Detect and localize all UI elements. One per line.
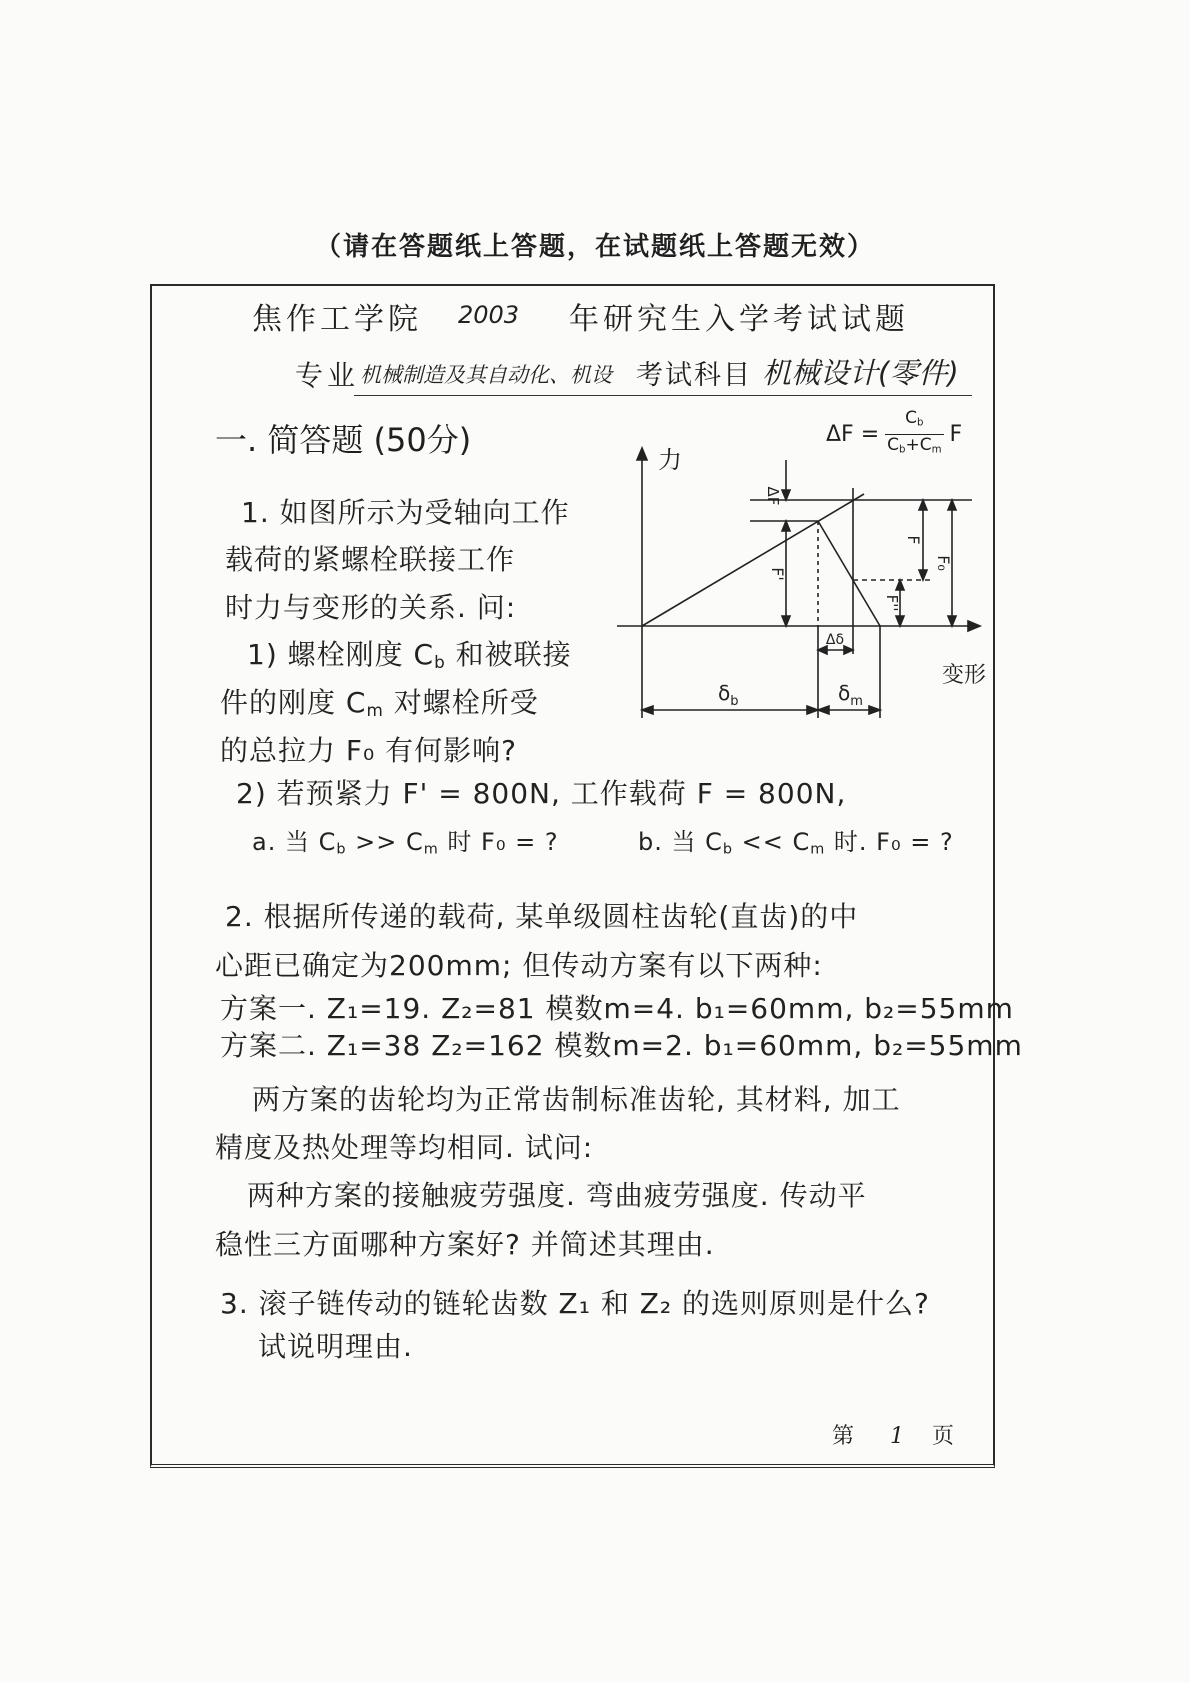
q1-8b-subscript-2: m [810, 841, 826, 858]
q1-8a-text-c: 时 F₀ = ? [438, 828, 559, 856]
residual-preload-arrowhead-bottom [896, 616, 904, 626]
working-load-arrowhead-top [919, 500, 927, 510]
dimension-preload [768, 521, 790, 626]
q1-line-6: 的总拉力 F₀ 有何影响? [220, 734, 517, 767]
q1-line-8b [638, 826, 954, 866]
q1-line-3: 时力与变形的关系. 问: [225, 591, 517, 624]
formula-den-symbol: C [887, 434, 900, 455]
q1-8b-text-a: b. 当 C [638, 828, 723, 856]
q2-line-4: 方案二. Z₁=38 Z₂=162 模数m=2. b₁=60mm, b₂=55mm [220, 1029, 1023, 1062]
q1-line-5-text-b: 对螺栓所受 [383, 686, 539, 719]
page-number-suffix: 页 [932, 1424, 955, 1449]
q1-8b-text-b: << C [733, 828, 811, 856]
answer-sheet-notice: （请在答题纸上答题，在试题纸上答题无效） [314, 232, 875, 262]
q2-line-3: 方案一. Z₁=19. Z₂=81 模数m=4. b₁=60mm, b₂=55mm [220, 992, 1014, 1025]
delta-f-arrowhead [782, 490, 790, 500]
bolt-deformation-subscript: b [730, 694, 739, 709]
subject-label: 考试科目 [636, 360, 752, 391]
force-deformation-diagram [600, 440, 1000, 730]
q2-line-6: 精度及热处理等均相同. 试问: [215, 1131, 594, 1164]
q1-line-5-subscript: m [366, 700, 384, 721]
bolt-deformation-arrowhead-left [642, 706, 653, 714]
q3-line-2: 试说明理由. [258, 1330, 413, 1363]
q1-8a-subscript-2: m [423, 841, 439, 858]
q2-line-5: 两方案的齿轮均为正常齿制标准齿轮, 其材料, 加工 [252, 1083, 901, 1116]
formula-rhs: F [949, 421, 963, 447]
total-load-arrowhead-top [948, 500, 956, 510]
member-deformation-symbol: δ [838, 681, 851, 705]
force-axis-arrowhead [637, 448, 647, 460]
q1-line-1: 1. 如图所示为受轴向工作 [241, 496, 570, 529]
q1-line-5-text-a: 件的刚度 C [220, 686, 367, 719]
bolt-stiffness-line [642, 494, 864, 626]
page-number-prefix: 第 [832, 1424, 855, 1449]
formula-num-subscript: b [917, 417, 924, 429]
q1-8a-text-a: a. 当 C [252, 828, 337, 856]
dimension-residual-preload [883, 580, 904, 626]
residual-preload-arrowhead-top [896, 580, 904, 590]
q2-line-7: 两种方案的接触疲劳强度. 弯曲疲劳强度. 传动平 [247, 1179, 867, 1212]
q1-line-4-text-a: 1) 螺栓刚度 C [247, 638, 435, 671]
q1-line-4-text-b: 和被联接 [445, 638, 572, 671]
q2-line-1: 2. 根据所传递的载荷, 某单级圆柱齿轮(直齿)的中 [225, 900, 859, 933]
q1-line-2: 载荷的紧螺栓联接工作 [225, 543, 516, 576]
dimension-total-load [934, 500, 956, 626]
q1-8a-subscript-1: b [336, 841, 347, 858]
preload-arrowhead-top [782, 521, 790, 531]
dimension-delta-f [764, 460, 790, 505]
total-load-arrowhead-bottom [948, 616, 956, 626]
member-deformation-arrowhead-left [818, 706, 829, 714]
q1-line-7: 2) 若预紧力 F' = 800N, 工作载荷 F = 800N, [236, 777, 847, 810]
school-name: 焦作工学院 [252, 302, 422, 337]
subject-value: 机械设计(零件) [762, 356, 959, 390]
preload-label: F' [768, 567, 787, 581]
q3-line-1: 3. 滚子链传动的链轮齿数 Z₁ 和 Z₂ 的选则原则是什么? [220, 1287, 930, 1320]
residual-preload-label: F'' [883, 594, 901, 612]
q2-line-2: 心距已确定为200mm; 但传动方案有以下两种: [215, 949, 823, 982]
q1-line-8a [252, 826, 559, 866]
bolt-deformation-label [718, 681, 739, 709]
member-deformation-label [838, 681, 863, 709]
q1-line-4 [247, 637, 572, 680]
formula-num-symbol: C [905, 408, 918, 428]
q1-line-5 [220, 685, 539, 728]
formula-den-plus: +C [905, 434, 932, 455]
q2-line-8: 稳性三方面哪种方案好? 并简述其理由. [215, 1228, 715, 1261]
working-load-label: F [904, 535, 923, 545]
member-stiffness-line [818, 521, 880, 626]
bolt-deformation-symbol: δ [718, 681, 731, 705]
q1-8a-text-b: >> C [346, 828, 424, 856]
dimension-working-load [904, 500, 927, 580]
dimension-bolt-deformation [642, 681, 818, 714]
dimension-member-deformation [818, 681, 880, 714]
member-deformation-subscript: m [850, 694, 863, 709]
total-load-label: F₀ [934, 555, 953, 571]
major-label: 专业 [295, 359, 360, 392]
working-load-arrowhead-bottom [919, 570, 927, 580]
formula-den-subscript-1: b [899, 444, 906, 456]
exam-title: 年研究生入学考试试题 [569, 302, 909, 337]
q1-line-4-subscript: b [434, 652, 446, 673]
deformation-axis-arrowhead [968, 621, 980, 631]
formula-lhs: ΔF = [826, 421, 880, 447]
delta-deformation-label: Δδ [825, 632, 845, 648]
section-title: 一. 简答题 (50分) [215, 421, 472, 459]
preload-arrowhead-bottom [782, 616, 790, 626]
member-deformation-arrowhead-right [869, 706, 880, 714]
major-value: 机械制造及其自动化、机设 [360, 363, 612, 387]
delta-deformation-arrowhead-right [844, 646, 853, 654]
formula-den-subscript-2: m [931, 444, 942, 456]
page-number: 1 [890, 1424, 904, 1449]
force-axis-label: 力 [658, 446, 682, 474]
formula-numerator [903, 408, 925, 434]
q1-8b-text-c: 时. F₀ = ? [825, 828, 954, 856]
header-underline [354, 395, 972, 396]
exam-year: 2003 [458, 301, 520, 329]
q1-8b-subscript-1: b [722, 841, 734, 858]
delta-f-label: ΔF [764, 486, 782, 506]
deformation-axis-label: 变形 [942, 663, 987, 688]
dimension-delta-deformation [818, 632, 853, 654]
